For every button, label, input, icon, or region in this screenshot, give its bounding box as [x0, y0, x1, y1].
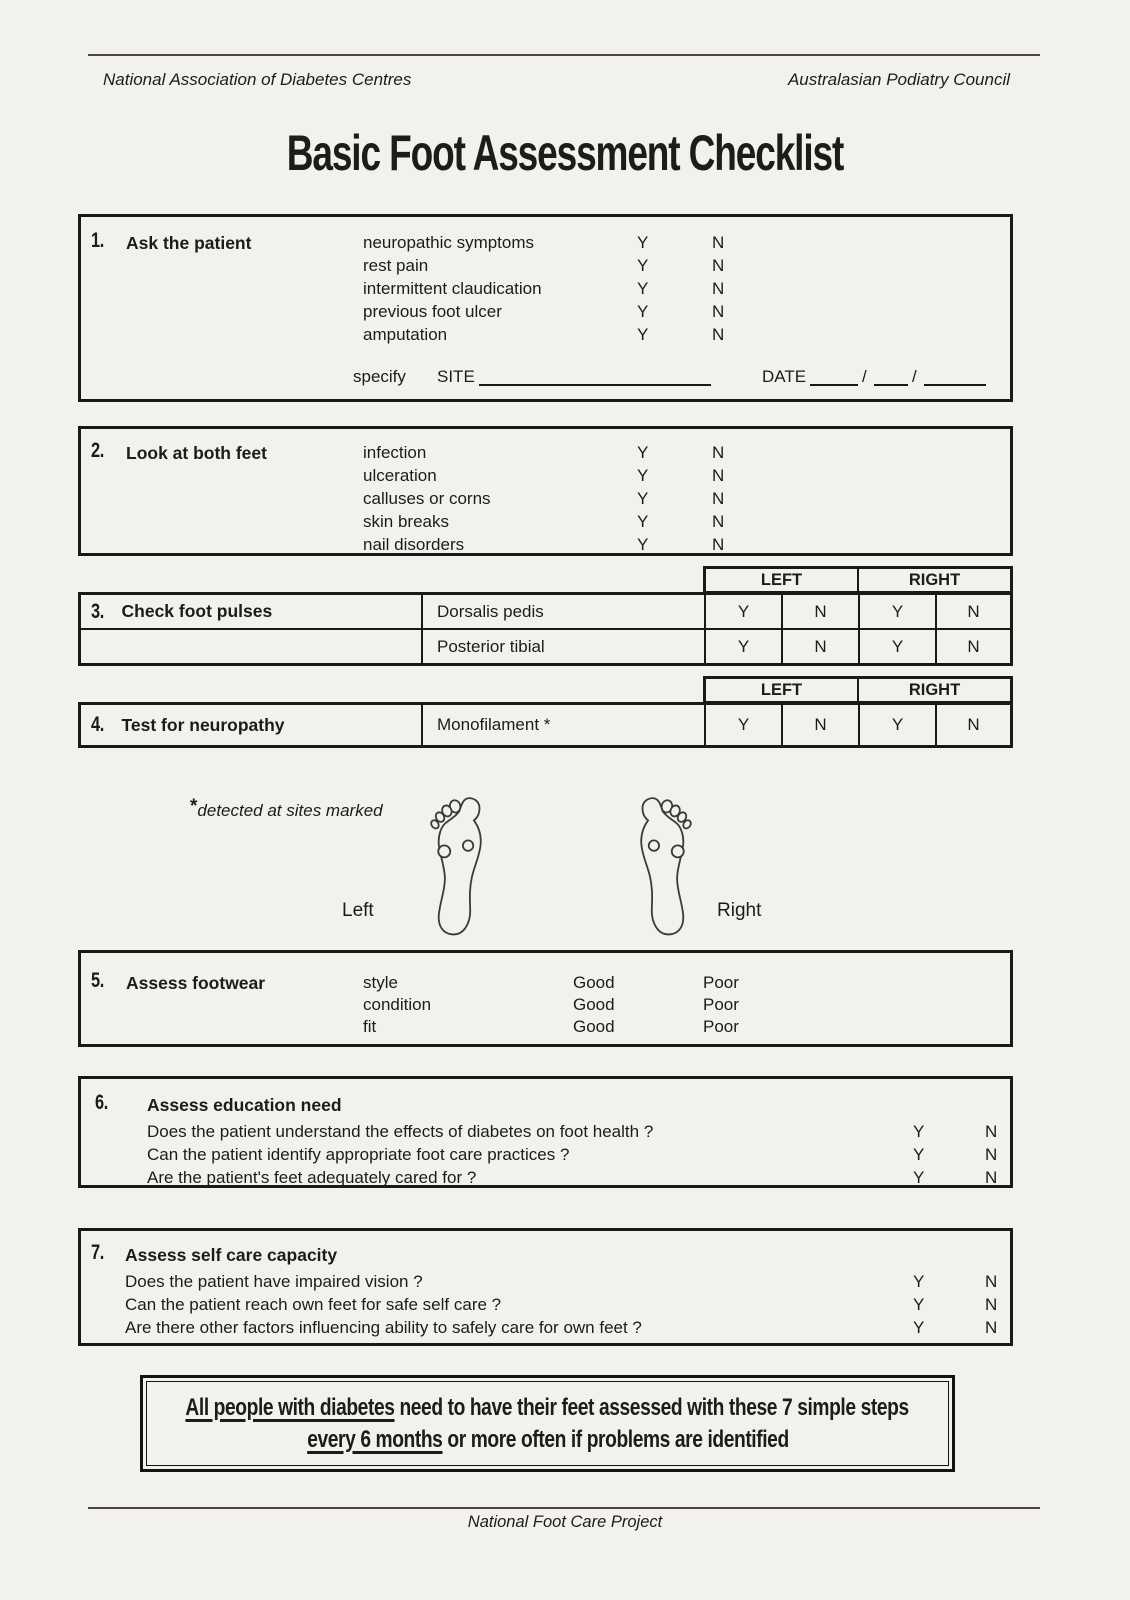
- good-mark: Good: [573, 995, 615, 1014]
- no-mark: N: [985, 1145, 998, 1164]
- no-mark: N: [985, 1295, 998, 1314]
- s1-item-label: rest pain: [363, 256, 429, 275]
- date-blank-month: [874, 369, 908, 386]
- page-title: Basic Foot Assessment Checklist: [286, 125, 844, 181]
- footnote-text: detected at sites marked: [197, 801, 383, 820]
- title-row: [0, 124, 1130, 182]
- date-slash: /: [862, 367, 867, 386]
- section-7-heading: Assess self care capacity: [125, 1245, 338, 1265]
- pulse-name-cell: Dorsalis pedis: [421, 595, 704, 628]
- no-mark: N: [712, 256, 725, 275]
- yes-mark: Y: [704, 630, 781, 663]
- section-6-heading: Assess education need: [147, 1095, 342, 1115]
- no-mark: N: [712, 302, 725, 321]
- right-column-header: RIGHT: [857, 569, 1010, 591]
- yes-mark: Y: [637, 325, 649, 344]
- section-2-box: [78, 426, 1013, 556]
- summary-banner-inner-border: [146, 1381, 949, 1466]
- s7-question: Does the patient have impaired vision ?: [125, 1272, 423, 1291]
- date-label: DATE: [762, 367, 807, 386]
- no-mark: N: [781, 630, 858, 663]
- section-3-title-cell: [81, 595, 421, 628]
- s6-question: Can the patient identify appropriate foot care practices ?: [147, 1145, 570, 1164]
- no-mark: N: [712, 512, 725, 531]
- pulses-left-right-header: [703, 566, 1013, 594]
- right-column-header: RIGHT: [857, 679, 1010, 701]
- s2-item-label: skin breaks: [363, 512, 449, 531]
- empty-cell: [81, 630, 421, 663]
- yes-mark: Y: [913, 1145, 925, 1164]
- yes-mark: Y: [913, 1272, 925, 1291]
- foot-pulses-table: [78, 592, 1013, 666]
- no-mark: N: [985, 1122, 998, 1141]
- yes-mark: Y: [637, 466, 649, 485]
- left-foot-diagram: [422, 795, 489, 938]
- s6-question: Does the patient understand the effects of diabetes on foot health ?: [147, 1122, 654, 1141]
- yes-mark: Y: [637, 443, 649, 462]
- yes-mark: Y: [913, 1168, 925, 1187]
- yes-mark: Y: [704, 705, 781, 745]
- s2-item-label: ulceration: [363, 466, 437, 485]
- footnote: [190, 796, 383, 821]
- site-blank-line: [479, 369, 711, 386]
- site-label: SITE: [437, 367, 475, 386]
- no-mark: N: [712, 325, 725, 344]
- neuropathy-left-right-header: [703, 676, 1013, 704]
- no-mark: N: [935, 705, 1010, 745]
- no-mark: N: [781, 705, 858, 745]
- yes-mark: Y: [913, 1295, 925, 1314]
- header-divider: [88, 54, 1040, 56]
- asterisk-marker: *: [190, 796, 198, 817]
- s1-item-label: amputation: [363, 325, 448, 344]
- left-column-header: LEFT: [760, 680, 803, 699]
- s1-item-label: previous foot ulcer: [363, 302, 502, 321]
- left-foot-label: Left: [342, 900, 374, 921]
- no-mark: N: [712, 443, 725, 462]
- section-5-heading: Assess footwear: [126, 973, 266, 993]
- s2-item-label: calluses or corns: [363, 489, 491, 508]
- no-mark: N: [712, 279, 725, 298]
- summary-banner: [140, 1375, 955, 1472]
- section-6-box: [78, 1076, 1013, 1188]
- section-4-heading: Test for neuropathy: [121, 714, 285, 735]
- no-mark: N: [985, 1168, 998, 1187]
- yes-mark: Y: [913, 1318, 925, 1337]
- section-4-title-cell: [81, 705, 421, 745]
- org-name-left: National Association of Diabetes Centres: [103, 70, 412, 89]
- left-column-header: LEFT: [760, 570, 803, 589]
- no-mark: N: [712, 489, 725, 508]
- poor-mark: Poor: [703, 1017, 739, 1036]
- section-3-heading: Check foot pulses: [121, 601, 273, 621]
- table-row: [81, 705, 1010, 745]
- s2-item-label: nail disorders: [363, 535, 465, 554]
- yes-mark: Y: [637, 279, 649, 298]
- section-2-number: 2.: [91, 439, 104, 462]
- good-mark: Good: [573, 973, 615, 992]
- section-3-number: 3.: [91, 599, 104, 623]
- section-7-number: 7.: [91, 1241, 104, 1264]
- test-name-cell: Monofilament *: [421, 705, 704, 745]
- s5-item-label: style: [363, 973, 398, 992]
- org-name-right: Australasian Podiatry Council: [787, 70, 1010, 89]
- footer-divider: [88, 1507, 1040, 1509]
- no-mark: N: [712, 466, 725, 485]
- no-mark: N: [781, 595, 858, 628]
- section-1-box: [78, 214, 1013, 402]
- section-6-number: 6.: [95, 1091, 108, 1114]
- date-slash: /: [912, 367, 917, 386]
- section-2-heading: Look at both feet: [126, 443, 267, 463]
- yes-mark: Y: [637, 302, 649, 321]
- yes-mark: Y: [637, 512, 649, 531]
- pulse-name-cell: Posterior tibial: [421, 630, 704, 663]
- s7-question: Can the patient reach own feet for safe self care ?: [125, 1295, 502, 1314]
- yes-mark: Y: [704, 595, 781, 628]
- section-1-number: 1.: [91, 229, 104, 252]
- no-mark: N: [935, 595, 1010, 628]
- footer-project-name: National Foot Care Project: [467, 1513, 663, 1531]
- neuropathy-table: [78, 702, 1013, 748]
- section-1-heading: Ask the patient: [126, 233, 252, 253]
- no-mark: N: [712, 233, 725, 252]
- s7-question: Are there other factors influencing ability to safely care for own feet ?: [125, 1318, 642, 1337]
- no-mark: N: [985, 1272, 998, 1291]
- right-foot-label: Right: [717, 900, 762, 921]
- yes-mark: Y: [637, 256, 649, 275]
- s5-item-label: fit: [363, 1017, 377, 1036]
- right-foot-diagram: [632, 795, 699, 938]
- poor-mark: Poor: [703, 973, 739, 992]
- s1-item-label: neuropathic symptoms: [363, 233, 535, 252]
- no-mark: N: [985, 1318, 998, 1337]
- poor-mark: Poor: [703, 995, 739, 1014]
- yes-mark: Y: [858, 630, 935, 663]
- banner-line-2: every 6 months or more often if problems are identified: [306, 1425, 789, 1453]
- good-mark: Good: [573, 1017, 615, 1036]
- no-mark: N: [712, 535, 725, 554]
- yes-mark: Y: [637, 233, 649, 252]
- s2-item-label: infection: [363, 443, 427, 462]
- specify-label: specify: [353, 367, 406, 386]
- table-row: [81, 628, 1010, 663]
- section-5-box: [78, 950, 1013, 1047]
- s6-question: Are the patient's feet adequately cared for ?: [147, 1168, 477, 1187]
- yes-mark: Y: [913, 1122, 925, 1141]
- s5-item-label: condition: [363, 995, 432, 1014]
- yes-mark: Y: [858, 705, 935, 745]
- section-7-box: [78, 1228, 1013, 1346]
- date-blank-day: [810, 369, 858, 386]
- no-mark: N: [935, 630, 1010, 663]
- s1-item-label: intermittent claudication: [363, 279, 542, 298]
- banner-line-1: All people with diabetes need to have their feet assessed with these 7 simple steps: [185, 1393, 910, 1421]
- yes-mark: Y: [637, 489, 649, 508]
- yes-mark: Y: [637, 535, 649, 554]
- date-blank-year: [924, 369, 986, 386]
- table-row: [81, 595, 1010, 628]
- section-4-number: 4.: [91, 713, 104, 736]
- section-5-number: 5.: [91, 969, 104, 992]
- yes-mark: Y: [858, 595, 935, 628]
